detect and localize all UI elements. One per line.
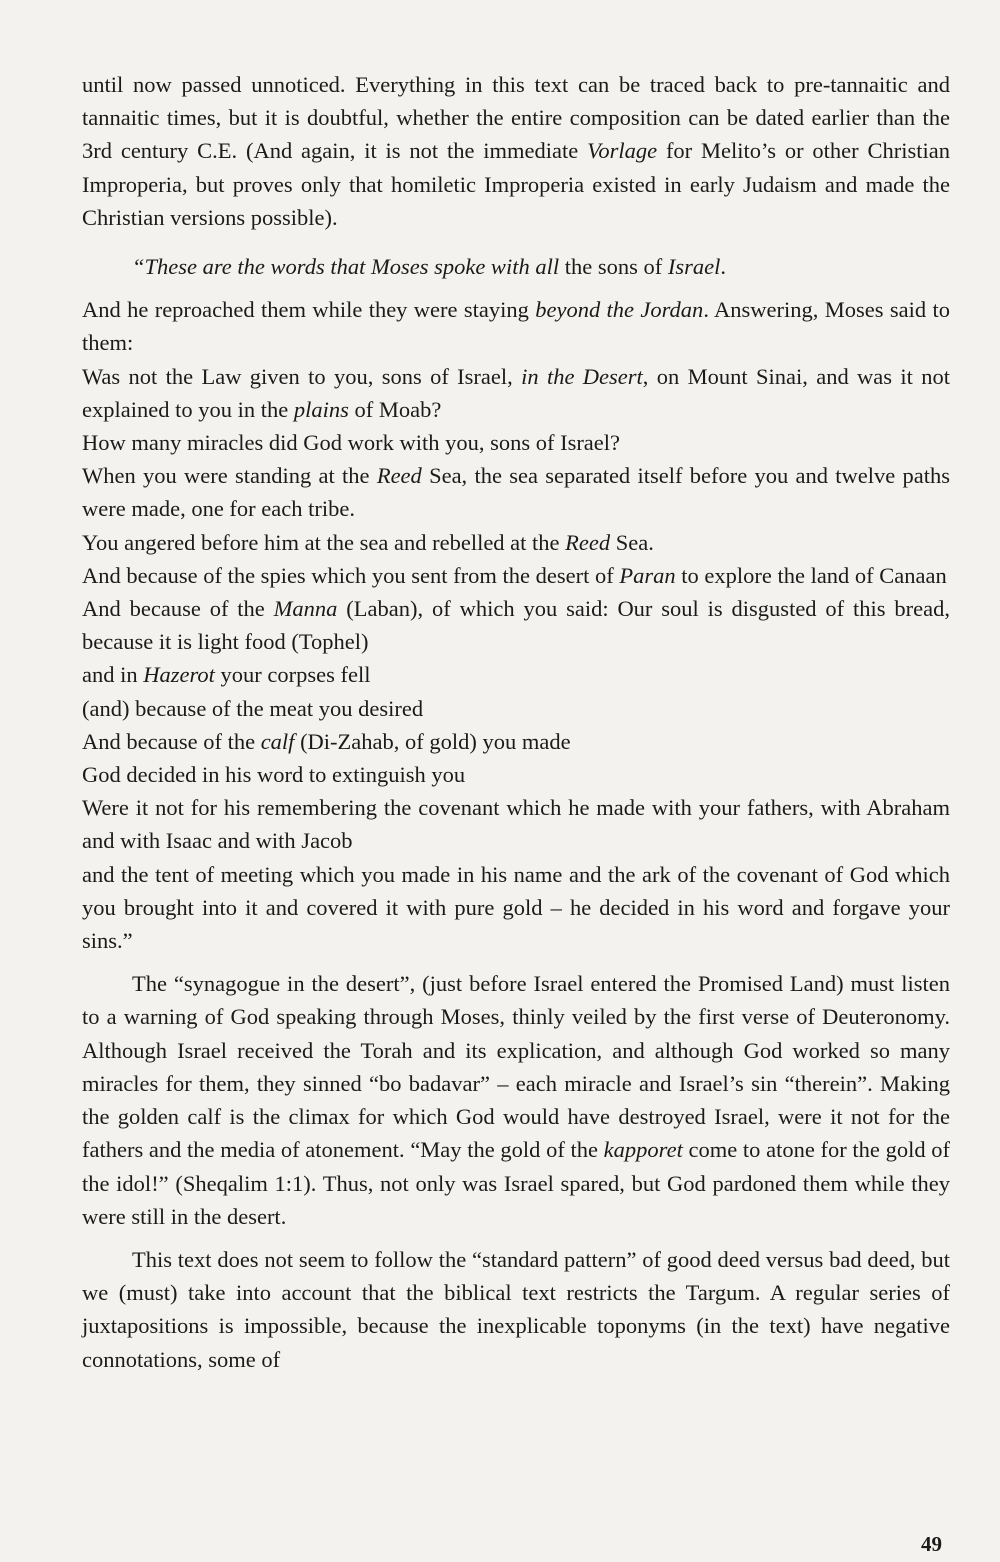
paragraph-10: and in Hazerot your corpses fell	[82, 662, 371, 688]
paragraph-11: (and) because of the meat you desired	[82, 695, 424, 721]
paragraph-16: The “synagogue in the desert”, (just before Israel entered the Promised Land) must listen to a warning of God speaking through Moses, thinly veiled by the first verse of Deuteronomy. Although Israel received the Torah and its explication, and although God worked so many miracles for them, they sinned “bo badavar” – each miracle and Israel’s sin “therein”. Making the golden calf is the climax for which God would have destroyed Israel, were it not for the fathers and the media of atonement. “May the gold of the kapporet come to atone for the gold of the idol!” (Sheqalim 1:1). Thus, not only was Israel spared, but God pardoned them while they were still in the desert.	[82, 971, 950, 1229]
paragraph-15: and the tent of meeting which you made in his name and the ark of the covenant of God which you brought into it and covered it with pure gold – he decided in his word and forgave your sins.”	[82, 861, 950, 954]
page-body	[82, 68, 950, 1376]
paragraph-1: until now passed unnoticed. Everything in this text can be traced back to pre-tannaitic and tannaitic times, but it is doubtful, whether the entire composition can be dated earlier than the 3rd century C.E. (And again, it is not the immediate Vorlage for Melito’s or other Christian Improperia, but proves only that homiletic Improperia existed in early Judaism and made the Christian versions possible).	[82, 72, 950, 230]
paragraph-2: “These are the words that Moses spoke with all the sons of Israel.	[132, 254, 726, 280]
paragraph-17: This text does not seem to follow the “standard pattern” of good deed versus bad deed, but we (must) take into account that the biblical text restricts the Targum. A regular series of juxtapositions is impossible, because the inexplicable toponyms (in the text) have negative connotations, some of	[82, 1246, 950, 1372]
paragraph-7: You angered before him at the sea and rebelled at the Reed Sea.	[82, 529, 654, 555]
page-number: 49	[921, 1532, 942, 1556]
paragraph-8: And because of the spies which you sent from the desert of Paran to explore the land of Canaan	[82, 562, 947, 588]
paragraph-9: And because of the Manna (Laban), of which you said: Our soul is disgusted of this bread, because it is light food (Tophel)	[82, 596, 951, 655]
paragraph-3: And he reproached them while they were staying beyond the Jordan. Answering, Moses said to them:	[82, 297, 950, 356]
paragraph-12: And because of the calf (Di-Zahab, of gold) you made	[82, 728, 571, 754]
paragraph-13: God decided in his word to extinguish you	[82, 762, 466, 788]
paragraph-4: Was not the Law given to you, sons of Israel, in the Desert, on Mount Sinai, and was it not explained to you in the plains of Moab?	[82, 363, 950, 422]
paragraph-5: How many miracles did God work with you, sons of Israel?	[82, 430, 621, 456]
paragraph-6: When you were standing at the Reed Sea, the sea separated itself before you and twelve paths were made, one for each tribe.	[82, 463, 950, 522]
paragraph-14: Were it not for his remembering the covenant which he made with your fathers, with Abraham and with Isaac and with Jacob	[82, 795, 950, 854]
